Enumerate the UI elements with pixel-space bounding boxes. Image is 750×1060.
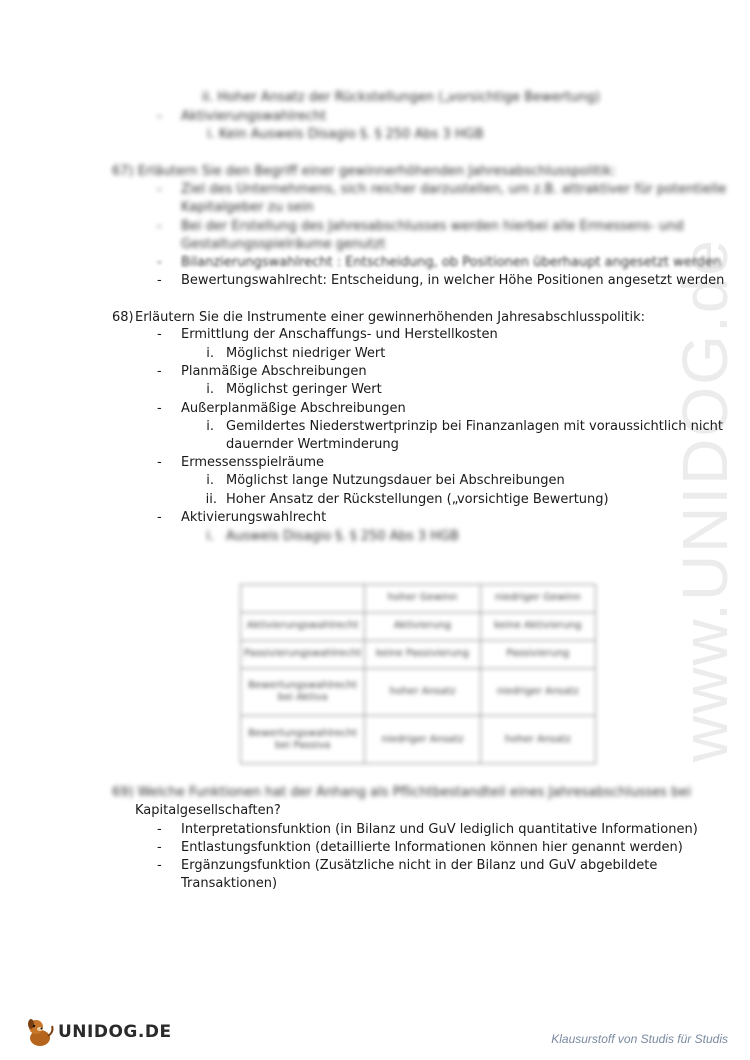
table-cell: Passivierung	[480, 640, 595, 668]
table-row	[241, 668, 596, 716]
table-row	[241, 612, 596, 640]
dog-mascot-icon	[22, 1014, 58, 1050]
table-cell: Aktivierungswahlrecht	[241, 612, 365, 640]
q68-item-2: Planmäßige Abschreibungen	[181, 364, 367, 379]
footer-brand: UNIDOG.DE	[58, 1022, 172, 1042]
table-header-row	[241, 585, 596, 613]
dash: -	[157, 858, 162, 873]
table-cell: hoher Ansatz	[480, 716, 595, 764]
dash: -	[157, 840, 162, 855]
roman-numeral: i.	[206, 473, 214, 488]
q68-item-3: Außerplanmäßige Abschreibungen	[181, 401, 406, 416]
q68-item-2-sub-1: Möglichst geringer Wert	[226, 382, 382, 397]
q68-item-1: Ermittlung der Anschaffungs- und Herstellkosten	[181, 327, 498, 342]
blurred-item-ii: ii. Hoher Ansatz der Rückstellungen („vorsichtige Bewertung)	[202, 90, 601, 105]
roman-numeral: ii.	[205, 492, 217, 507]
table-cell: hoher Ansatz	[365, 668, 480, 716]
table-header-cell	[241, 585, 365, 613]
table-cell: niedriger Ansatz	[365, 716, 480, 764]
q68-item-4-sub-2: Hoher Ansatz der Rückstellungen („vorsichtige Bewertung)	[226, 492, 609, 507]
dash: -	[157, 401, 162, 416]
q69-title-line-1: 69) Welche Funktionen hat der Anhang als Pflichtbestandteil eines Jahresabschlusses bei	[112, 785, 691, 800]
q69-bullet-3-line-2: Transaktionen)	[181, 876, 278, 891]
footer-tagline: Klausurstoff von Studis für Studis	[551, 1032, 728, 1046]
q67-bullet-1-line-1: Ziel des Unternehmens, sich reicher darzustellen, um z.B. attraktiver für potentielle	[181, 182, 727, 197]
q67-bullet-2-line-2: Gestaltungsspielräume genutzt	[181, 237, 386, 252]
roman-numeral: i.	[206, 529, 214, 544]
q69-bullet-2: Entlastungsfunktion (detaillierte Informationen können hier genannt werden)	[181, 840, 683, 855]
q69-bullet-1: Interpretationsfunktion (in Bilanz und GuV lediglich quantitative Informationen)	[181, 822, 698, 837]
q68-item-3-sub-1: Gemildertes Niederstwertprinzip bei Finanzanlagen mit voraussichtlich nicht	[226, 419, 723, 434]
watermark: www.UNIDOG.de	[669, 238, 741, 762]
footer-logo	[22, 1014, 172, 1050]
table-cell: Bewertungswahlrecht bei Aktiva	[241, 668, 365, 716]
roman-numeral: i.	[206, 382, 214, 397]
table-cell: niedriger Ansatz	[480, 668, 595, 716]
q68-item-1-sub-1: Möglichst niedriger Wert	[226, 346, 386, 361]
table-row	[241, 716, 596, 764]
table-cell: Passivierungswahlrecht	[241, 640, 365, 668]
table-cell: keine Passivierung	[365, 640, 480, 668]
q67-bullet-2-line-1: Bei der Erstellung des Jahresabschlusses werden hierbei alle Ermessens- und	[181, 219, 684, 234]
table-header-cell: hoher Gewinn	[365, 585, 480, 613]
dash: -	[157, 364, 162, 379]
comparison-table	[240, 584, 596, 764]
q68-item-4: Ermessensspielräume	[181, 455, 325, 470]
dash: -	[157, 109, 162, 124]
q67-bullet-3: Bilanzierungswahlrecht : Entscheidung, ob Positionen überhaupt angesetzt werden	[181, 255, 722, 270]
q67-bullet-1-line-2: Kapitalgeber zu sein	[181, 200, 314, 215]
q68-number: 68)	[112, 310, 134, 325]
roman-numeral: i.	[206, 419, 214, 434]
q67-bullet-4: Bewertungswahlrecht: Entscheidung, in welcher Höhe Positionen angesetzt werden	[181, 273, 725, 288]
q68-item-3-sub-1-cont: dauernder Wertminderung	[226, 437, 399, 452]
dash: -	[157, 455, 162, 470]
table-row	[241, 640, 596, 668]
dash: -	[157, 182, 162, 197]
q69-title-line-2: Kapitalgesellschaften?	[135, 803, 281, 818]
q68-item-5-sub-1: Ausweis Disagio §. § 250 Abs 3 HGB	[226, 529, 459, 544]
dash: -	[157, 255, 162, 270]
blurred-aktivierung-i: i. Kein Ausweis Disagio §. § 250 Abs 3 HGB	[207, 127, 484, 142]
table-cell: Aktivierung	[365, 612, 480, 640]
blurred-aktivierung: Aktivierungswahlrecht	[181, 109, 327, 124]
q68-title: Erläutern Sie die Instrumente einer gewinnerhöhenden Jahresabschlusspolitik:	[135, 310, 645, 325]
dash: -	[157, 510, 162, 525]
dash: -	[157, 822, 162, 837]
roman-numeral: i.	[206, 346, 214, 361]
table-cell: Bewertungswahlrecht bei Passiva	[241, 716, 365, 764]
dash: -	[157, 273, 162, 288]
dash: -	[157, 219, 162, 234]
q68-item-4-sub-1: Möglichst lange Nutzungsdauer bei Abschreibungen	[226, 473, 565, 488]
table-header-cell: niedriger Gewinn	[480, 585, 595, 613]
q67-title: 67) Erläutern Sie den Begriff einer gewinnerhöhenden Jahresabschlusspolitik:	[112, 164, 616, 179]
q69-bullet-3-line-1: Ergänzungsfunktion (Zusätzliche nicht in der Bilanz und GuV abgebildete	[181, 858, 658, 873]
q68-item-5: Aktivierungswahlrecht	[181, 510, 327, 525]
dash: -	[157, 327, 162, 342]
table-cell: keine Aktivierung	[480, 612, 595, 640]
